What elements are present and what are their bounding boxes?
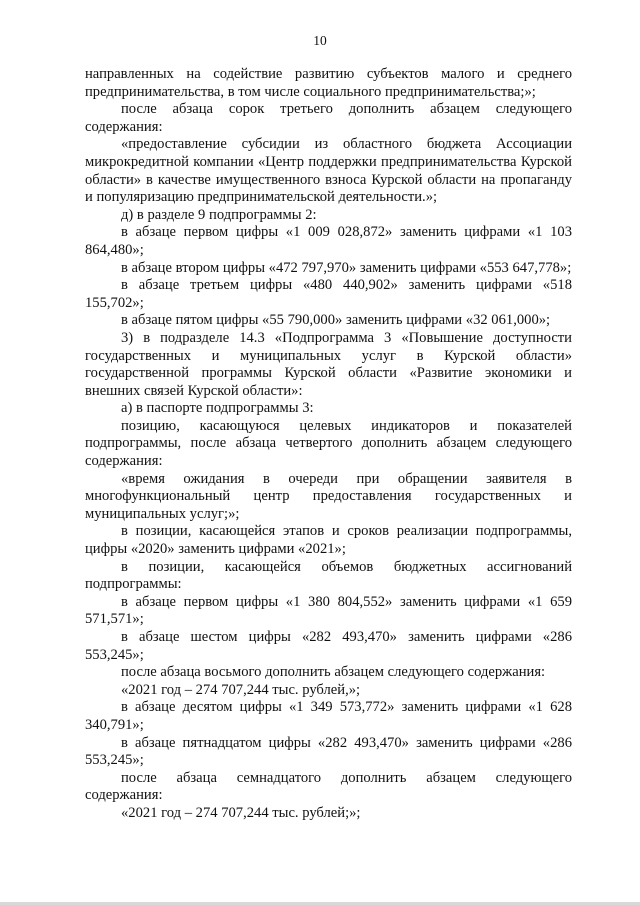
- paragraph: позицию, касающуюся целевых индикаторов и показателей подпрограммы, после абзаца четвертого дополнить абзацем следующего содержания:: [85, 417, 572, 470]
- paragraph: «2021 год – 274 707,244 тыс. рублей,»;: [121, 681, 361, 698]
- paragraph: в абзаце десятом цифры «1 349 573,772» заменить цифрами «1 628 340,791»;: [85, 699, 572, 733]
- paragraph: 3) в подразделе 14.3 «Подпрограмма 3 «Повышение доступности государственных и муниципальных услуг в Курской области» государственной программы Курской области «Развитие экономики и внешних связей Курской области»:: [85, 329, 572, 399]
- paragraph: в позиции, касающейся объемов бюджетных ассигнований подпрограммы:: [85, 558, 572, 593]
- paragraph: в абзаце третьем цифры «480 440,902» заменить цифрами «518 155,702»;: [85, 277, 572, 311]
- paragraph: в абзаце первом цифры «1 009 028,872» заменить цифрами «1 103 864,480»;: [85, 224, 572, 258]
- paragraph: д) в разделе 9 подпрограммы 2:: [121, 206, 317, 223]
- page-number: 10: [313, 33, 327, 48]
- paragraph: направленных на содействие развитию субъектов малого и среднего предпринимательства, в том числе социального предпринимательства;»;: [85, 66, 572, 100]
- paragraph: после абзаца сорок третьего дополнить абзацем следующего содержания:: [85, 101, 572, 135]
- paragraph: «2021 год – 274 707,244 тыс. рублей;»;: [121, 804, 361, 821]
- paragraph: в абзаце втором цифры «472 797,970» заменить цифрами «553 647,778»;: [121, 259, 572, 276]
- paragraph: «время ожидания в очереди при обращении заявителя в многофункциональный центр предоставления государственных и муниципальных услуг;»;: [85, 470, 572, 522]
- paragraph: в абзаце шестом цифры «282 493,470» заменить цифрами «286 553,245»;: [85, 629, 572, 663]
- document-body: [85, 66, 572, 823]
- paragraph: в абзаце пятом цифры «55 790,000» заменить цифрами «32 061,000»;: [121, 312, 551, 329]
- paragraph: в абзаце пятнадцатом цифры «282 493,470» заменить цифрами «286 553,245»;: [85, 734, 572, 769]
- paragraph: после абзаца восьмого дополнить абзацем следующего содержания:: [121, 664, 546, 681]
- paragraph: после абзаца семнадцатого дополнить абзацем следующего содержания:: [85, 769, 572, 804]
- paragraph: а) в паспорте подпрограммы 3:: [121, 400, 314, 417]
- paragraph: в позиции, касающейся этапов и сроков реализации подпрограммы, цифры «2020» заменить цифрами «2021»;: [85, 523, 572, 558]
- paragraph: в абзаце первом цифры «1 380 804,552» заменить цифрами «1 659 571,571»;: [85, 593, 572, 628]
- paragraph: «предоставление субсидии из областного бюджета Ассоциации микрокредитной компании «Центр поддержки предпринимательства Курской области» в качестве имущественного взноса Курской области на пропаганду и популяризацию предпринимательской деятельности.»;: [85, 136, 572, 206]
